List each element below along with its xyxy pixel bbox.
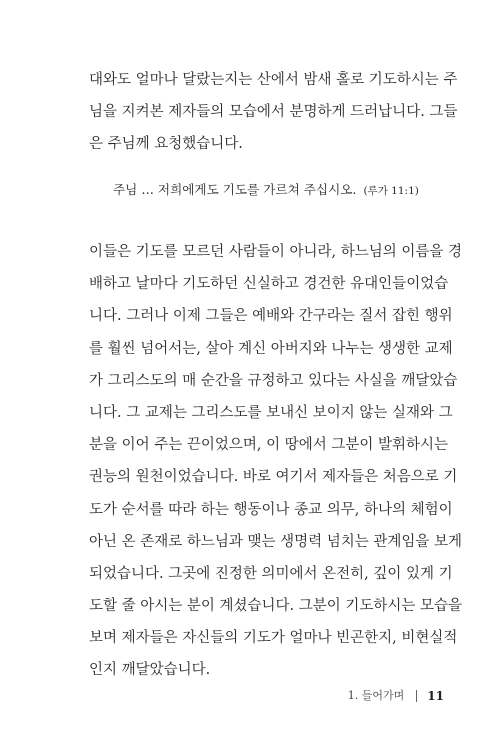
paragraph-2-line: 되었습니다. 그곳에 진정한 의미에서 온전히, 깊이 있게 기: [89, 565, 453, 582]
paragraph-2: [89, 236, 463, 687]
paragraph-2-line: 이들은 기도를 모르던 사람들이 아니라, 하느님의 이름을 경: [89, 244, 463, 260]
paragraph-2-line: 권능의 원천이었습니다. 바로 여기서 제자들은 처음으로 기: [89, 469, 458, 486]
chapter-title: 1. 들어가며: [347, 689, 405, 702]
paragraph-2-line: 아닌 온 존재로 하느님과 맺는 생명력 넘치는 관계임을 보게: [89, 533, 463, 550]
page-number: 11: [427, 689, 444, 703]
quote-reference: (루가 11:1): [363, 185, 419, 197]
paragraph-2-line: 분을 이어 주는 끈이었으며, 이 땅에서 그분이 발휘하시는: [89, 437, 449, 454]
paragraph-2-line: 니다. 그러나 이제 그들은 예배와 간구라는 질서 잡힌 행위: [89, 308, 453, 325]
quote-text: 주님 … 저희에게도 기도를 가르쳐 주십시오.: [113, 182, 357, 197]
paragraph-1-line: 님을 지켜본 제자들의 모습에서 분명하게 드러납니다. 그들: [89, 104, 458, 121]
paragraph-1-line: 대와도 얼마나 달랐는지는 산에서 밤새 홀로 기도하시는 주: [89, 72, 458, 88]
paragraph-2-line: 니다. 그 교제는 그리스도를 보내신 보이지 않는 실재와 그: [89, 404, 453, 421]
paragraph-1-line: 은 주님께 요청했습니다.: [89, 136, 243, 153]
footer-divider: [416, 690, 417, 702]
paragraph-2-line: 도할 줄 아시는 분이 계셨습니다. 그분이 기도하시는 모습을: [89, 598, 463, 615]
paragraph-2-line: 가 그리스도의 매 순간을 규정하고 있다는 사실을 깨달았습: [89, 372, 458, 389]
paragraph-2-line: 배하고 날마다 기도하던 신실하고 경건한 유대인들이었습: [89, 276, 449, 293]
paragraph-2-line: 인지 깨달았습니다.: [89, 662, 211, 679]
page-footer: [348, 688, 444, 704]
paragraph-2-line: 를 훨씬 넘어서는, 살아 계신 아버지와 나누는 생생한 교제: [89, 340, 453, 357]
scripture-quote: [113, 180, 419, 201]
paragraph-2-line: 보며 제자들은 자신들의 기도가 얼마나 빈곤한지, 비현실적: [89, 630, 458, 647]
paragraph-1: [89, 64, 458, 161]
paragraph-2-line: 도가 순서를 따라 하는 행동이나 종교 의무, 하나의 체험이: [89, 501, 453, 518]
